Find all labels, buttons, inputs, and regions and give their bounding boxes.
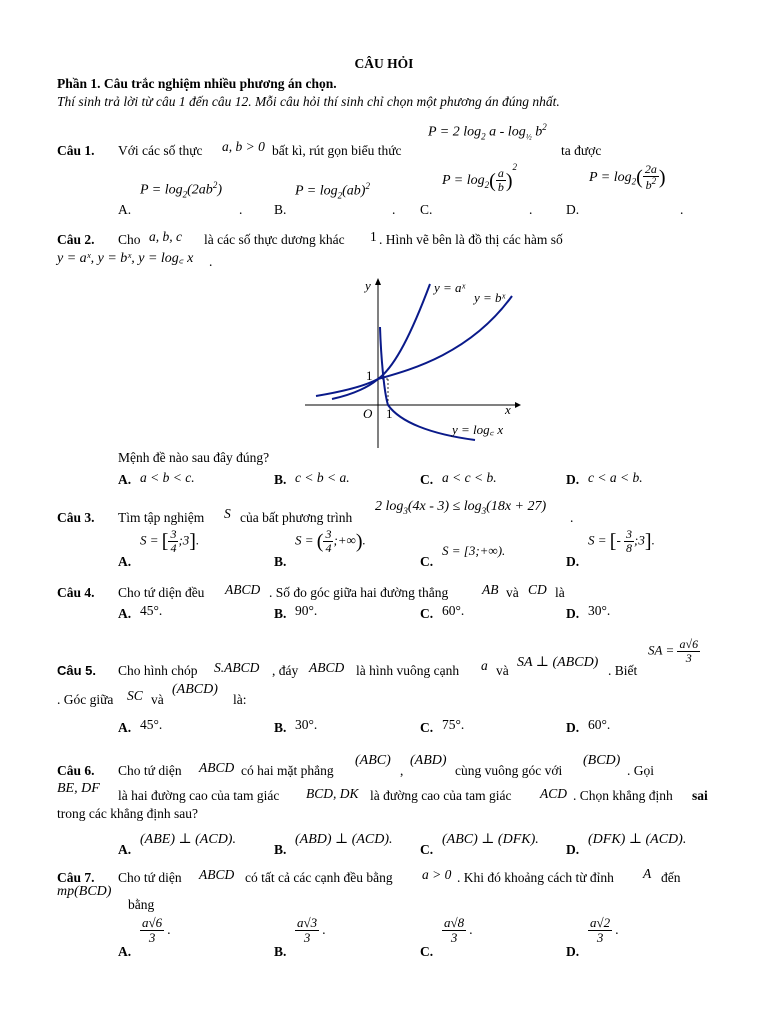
q2-opt-d-label[interactable]: D. [566, 472, 580, 487]
q6-opt-d-label[interactable]: D. [566, 842, 580, 857]
x-one-label: 1 [386, 406, 393, 421]
q3-opt-a-formula: S = [ $\frac{3}{4}$ ;3]. [140, 527, 200, 556]
y-axis-arrow [375, 278, 381, 285]
q6-opt-b-text: (ABD) ⊥ (ACD). [295, 832, 393, 847]
q6-vars: BE, DF [57, 781, 100, 796]
q6-opt-b-label[interactable]: B. [274, 842, 287, 857]
q3-var: S [224, 506, 231, 521]
q7-plane: mp(BCD) [57, 884, 112, 899]
q5-text-a: Cho hình chóp [118, 663, 198, 678]
q1-opt-d-dot: . [680, 202, 684, 217]
q2-question: Mệnh đề nào sau đây đúng? [118, 450, 270, 465]
q4-opt-b-text: 90°. [295, 603, 318, 618]
q3-opt-b-formula: S = ( $\frac{3}{4}$ ;+∞). [295, 527, 366, 556]
q4-name: ABCD [225, 582, 261, 597]
q2-opt-d-text: c < a < b. [588, 470, 643, 485]
q6-plane2: (ABD) [410, 753, 447, 768]
q2-label: Câu 2. [57, 232, 95, 247]
q7-opt-a-num: a√6 [142, 915, 163, 930]
q3-opt-d-label[interactable]: D. [566, 554, 580, 569]
q5-sc: SC [127, 688, 143, 703]
q4-and: và [506, 585, 519, 600]
q1-opt-b-formula: $P = \log_2(ab)^2$ [295, 181, 370, 201]
q7-opt-b-label[interactable]: B. [274, 944, 287, 959]
x-axis-arrow [515, 402, 521, 408]
q4-text-a: Cho tứ diện đều [118, 585, 205, 600]
origin-label: O [363, 406, 373, 421]
q1-cond: a, b > 0 [222, 139, 265, 154]
q1-opt-a-label[interactable]: A. [118, 202, 132, 217]
q5-opt-c-label[interactable]: C. [420, 720, 434, 735]
q1-opt-a-formula: $P = \log_2(2ab^2)$ [140, 180, 222, 200]
q7-opt-c-den: 3 [450, 930, 458, 946]
q7-opt-c-label[interactable]: C. [420, 944, 434, 959]
q4-opt-c-label[interactable]: C. [420, 606, 434, 621]
q3-label: Câu 3. [57, 510, 95, 525]
q4-label: Câu 4. [57, 585, 95, 600]
q2-funcs: y = aˣ, y = bˣ, y = log꜀ x [57, 251, 194, 266]
q5-opt-b-label[interactable]: B. [274, 720, 287, 735]
q5-opt-b-text: 30°. [295, 717, 318, 732]
q5-opt-d-text: 60°. [588, 717, 611, 732]
q6-tri2: ACD [540, 786, 567, 801]
curve-a-x [316, 284, 430, 396]
q6-opt-a-label[interactable]: A. [118, 842, 132, 857]
q5-name: S.ABCD [214, 660, 260, 675]
q1-opt-b-dot: . [392, 202, 396, 217]
q7-opt-d-frac: $\frac{a√2}{3}$ . [590, 915, 619, 946]
q1-expression: P = 2 $\log_2 a - \log_{\frac{1}{2}} b^2$ [428, 122, 547, 142]
q4-opt-d-label[interactable]: D. [566, 606, 580, 621]
q4-opt-a-label[interactable]: A. [118, 606, 132, 621]
q1-text-b: bất kì, rút gọn biểu thức [272, 143, 402, 158]
q7-text-b: có tất cả các cạnh đều bằng [245, 870, 393, 885]
q2-opt-a-text: a < b < c. [140, 470, 195, 485]
q1-opt-c-dot: . [529, 202, 533, 217]
q4-text-c: là [555, 585, 565, 600]
q1-opt-c-label[interactable]: C. [420, 202, 433, 217]
q7-opt-b-frac: $\frac{a√3}{3}$ . [297, 915, 326, 946]
q2-vars: a, b, c [149, 229, 182, 244]
q1-opt-b-label[interactable]: B. [274, 202, 287, 217]
q7-name: ABCD [199, 867, 235, 882]
q2-funcs-dot: . [209, 254, 213, 269]
q5-a: a [481, 658, 488, 673]
q7-cond: a > 0 [422, 867, 452, 882]
q6-opt-a-text: (ABE) ⊥ (ACD). [140, 832, 236, 847]
q6-tri1: BCD, DK [306, 786, 359, 801]
function-graph [300, 272, 530, 452]
q3-opt-b-label[interactable]: B. [274, 554, 287, 569]
q6-wrong-word: sai [692, 788, 708, 803]
q2-opt-a-label[interactable]: A. [118, 472, 132, 487]
q4-opt-d-text: 30°. [588, 603, 611, 618]
q5-text-c: là hình vuông cạnh [356, 663, 460, 678]
page-title: CÂU HỎI [354, 56, 414, 71]
q5-line2-b: là: [233, 692, 247, 707]
q3-text-b: của bất phương trình [240, 510, 353, 525]
q6-comma: , [400, 763, 404, 778]
q1-text-c: ta được [561, 143, 602, 158]
q5-label: Câu 5. [57, 663, 97, 678]
q3-opt-d-formula: S = [- $\frac{3}{8}$ ;3]. [588, 527, 655, 556]
q2-opt-b-text: c < b < a. [295, 470, 350, 485]
q3-dot: . [570, 510, 574, 525]
x-axis-label: x [505, 402, 511, 417]
q7-opt-d-den: 3 [596, 930, 604, 946]
q6-text-d: . Gọi [627, 763, 654, 778]
q6-text-b: có hai mặt phẳng [241, 763, 334, 778]
part-heading: Phần 1. Câu trắc nghiệm nhiều phương án chọn. [57, 76, 337, 91]
q3-opt-c-formula: S = [3;+∞). [442, 543, 506, 558]
q6-plane3: (BCD) [583, 753, 621, 768]
q7-text-d: đến [661, 870, 681, 885]
q7-text-a: Cho tứ diện [118, 870, 182, 885]
q6-opt-c-label[interactable]: C. [420, 842, 434, 857]
q6-line3: trong các khẳng định sau? [57, 806, 198, 821]
q2-text-c: . Hình vẽ bên là đồ thị các hàm số [379, 232, 563, 247]
q6-plane1: (ABC) [355, 753, 391, 768]
q2-opt-c-text: a < c < b. [442, 470, 497, 485]
curve-b-x [332, 296, 512, 399]
q1-opt-d-label[interactable]: D. [566, 202, 580, 217]
q1-text-a: Với các số thực [118, 143, 203, 158]
q3-inequality: 2 $\log_3(4x - 3) \le \log_3(18x + 27)$ [375, 499, 547, 516]
curve-b-label: y = bˣ [474, 290, 506, 305]
q6-opt-c-text: (ABC) ⊥ (DFK). [442, 832, 539, 847]
q4-opt-c-text: 60°. [442, 603, 465, 618]
q4-text-b: . Số đo góc giữa hai đường thẳng [269, 585, 449, 600]
q7-opt-a-den: 3 [148, 930, 156, 946]
q5-base: ABCD [309, 660, 345, 675]
q5-line2-a: . Góc giữa [57, 692, 114, 707]
q5-text-b: , đáy [272, 663, 299, 678]
q7-text-c: . Khi đó khoảng cách từ đỉnh [457, 870, 614, 885]
q5-opt-c-text: 75°. [442, 717, 465, 732]
q1-opt-d-formula: $P = \log_2$( $\frac{2a}{b^2}$ ) [589, 162, 666, 193]
q5-text-d: . Biết [608, 663, 638, 678]
q2-text-a: Cho [118, 232, 141, 247]
q2-text-b: là các số thực dương khác [204, 232, 345, 247]
q5-perp: SA ⊥ (ABCD) [517, 655, 599, 670]
q4-line1: AB [482, 582, 499, 597]
q5-opt-a-text: 45°. [140, 717, 163, 732]
y-one-label: 1 [366, 368, 373, 383]
q1-opt-a-dot: . [239, 202, 243, 217]
q7-opt-a-frac: $\frac{a√6}{3}$ . [142, 915, 171, 946]
q3-text-a: Tìm tập nghiệm [118, 510, 205, 525]
q2-opt-c-label[interactable]: C. [420, 472, 434, 487]
q5-and: và [496, 663, 509, 678]
q6-label: Câu 6. [57, 763, 95, 778]
curve-a-label: y = aˣ [434, 280, 466, 295]
q7-opt-b-den: 3 [303, 930, 311, 946]
q1-label: Câu 1. [57, 143, 95, 158]
q2-one: 1 [370, 229, 377, 244]
instruction: Thí sinh trả lời từ câu 1 đến câu 12. Mỗi câu hỏi thí sinh chỉ chọn một phương án đúng nhất. [57, 94, 560, 109]
q7-text-e: bằng [128, 897, 155, 912]
q6-line2-c: . Chọn khẳng định [573, 788, 673, 803]
q7-opt-c-frac: $\frac{a√8}{3}$ . [444, 915, 473, 946]
q6-opt-d-text: (DFK) ⊥ (ACD). [588, 832, 687, 847]
q7-opt-b-num: a√3 [297, 915, 318, 930]
q4-opt-b-label[interactable]: B. [274, 606, 287, 621]
q7-opt-d-num: a√2 [590, 915, 611, 930]
q7-vertex: A [643, 866, 652, 881]
q5-given: SA = $\frac{a√6}{3}$ [648, 637, 699, 666]
q3-opt-c-label[interactable]: C. [420, 554, 434, 569]
q2-opt-b-label[interactable]: B. [274, 472, 287, 487]
q7-opt-d-label[interactable]: D. [566, 944, 580, 959]
q5-and2: và [151, 692, 164, 707]
q4-line2: CD [528, 582, 547, 597]
q7-opt-a-label[interactable]: A. [118, 944, 132, 959]
q6-text-c: cùng vuông góc với [455, 763, 563, 778]
q6-line2-b: là đường cao của tam giác [370, 788, 512, 803]
q3-opt-a-label[interactable]: A. [118, 554, 132, 569]
y-axis-label: y [365, 278, 371, 293]
q7-label: Câu 7. [57, 870, 95, 885]
q6-line2-a: là hai đường cao của tam giác [118, 788, 280, 803]
q7-opt-c-num: a√8 [444, 915, 465, 930]
q5-opt-d-label[interactable]: D. [566, 720, 580, 735]
curve-log-label: y = log꜀ x [452, 422, 504, 437]
q1-opt-c-formula: $P = \log_2$( $\frac{a}{b}$ )$^2$ [442, 162, 517, 195]
q6-text-a: Cho tứ diện [118, 763, 182, 778]
q5-opt-a-label[interactable]: A. [118, 720, 132, 735]
q5-plane: (ABCD) [172, 682, 218, 697]
q6-name: ABCD [199, 760, 235, 775]
q4-opt-a-text: 45°. [140, 603, 163, 618]
